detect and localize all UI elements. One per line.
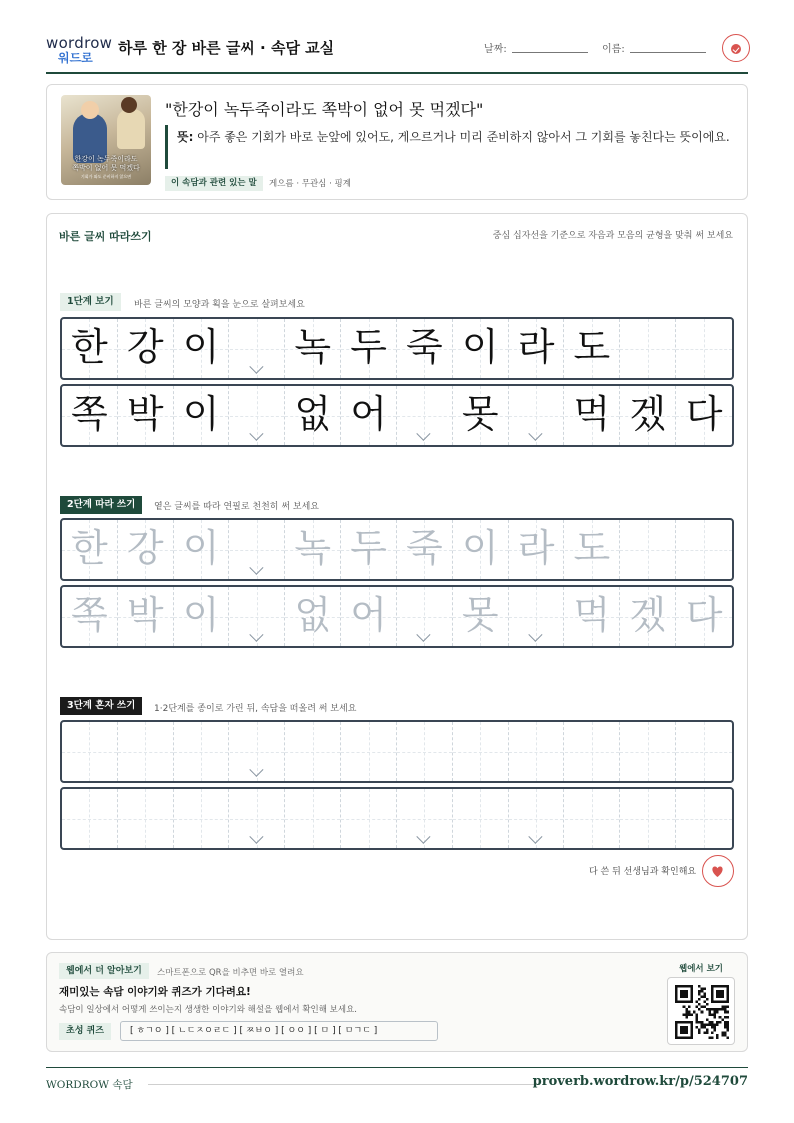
model-character: 두 [350, 325, 387, 369]
footer-url[interactable]: proverb.wordrow.kr/p/524707 [532, 1074, 748, 1089]
space-mark-icon [250, 769, 266, 777]
page-header [46, 28, 748, 74]
writing-cell[interactable] [676, 587, 732, 646]
writing-cell[interactable] [174, 789, 230, 848]
heart-icon [703, 856, 732, 885]
model-character: 박 [126, 392, 164, 436]
footer-rule [148, 1084, 538, 1085]
step1-label: 1단계 보기 [60, 293, 121, 311]
writing-cell[interactable] [62, 722, 118, 781]
trace-character: 두 [350, 526, 387, 570]
writing-cell [397, 319, 453, 378]
illustration-head-boy [81, 101, 99, 119]
writing-cell[interactable] [620, 587, 676, 646]
step3-row-2[interactable] [60, 787, 734, 850]
writing-cell[interactable] [174, 520, 230, 579]
model-character: 없 [294, 392, 332, 436]
logo-korean: 워드로 [58, 51, 93, 65]
qr-code-icon[interactable] [675, 985, 729, 1039]
trace-character: 겠 [629, 593, 667, 637]
space-mark-icon [250, 836, 266, 844]
model-character: 쪽 [71, 392, 108, 436]
proverb-meaning [177, 127, 737, 147]
trace-character: 녹 [294, 526, 332, 570]
step2-row-2[interactable] [60, 585, 734, 648]
name-field[interactable] [630, 52, 706, 53]
writing-cell[interactable] [62, 789, 118, 848]
writing-cell [565, 386, 621, 445]
model-character: 이 [182, 325, 220, 369]
initial-quiz-box: [ ㅎㄱㅇ ] [ ㄴㄷㅈㅇㄹㄷ ] [ ㅉㅂㅇ ] [ ㅇㅇ ] [ ㅁ ] [ ㅁㄱㄷ ] [120, 1021, 438, 1041]
writing-cell[interactable] [285, 789, 341, 848]
writing-cell[interactable] [174, 587, 230, 646]
trace-character: 강 [126, 526, 164, 570]
space-mark-icon [417, 433, 433, 441]
writing-cell [118, 319, 174, 378]
web-heading: 재미있는 속담 이야기와 퀴즈가 기다려요! [59, 986, 251, 998]
model-character: 먹 [573, 392, 611, 436]
praise-stamp-icon [722, 34, 750, 62]
writing-cell[interactable] [230, 520, 286, 579]
space-mark-icon [529, 634, 545, 642]
teacher-heart-stamp-icon [702, 855, 734, 887]
writing-cell[interactable] [230, 722, 286, 781]
teacher-check-text: 다 쓴 뒤 선생님과 확인해요 [589, 867, 697, 877]
writing-cell[interactable] [341, 722, 397, 781]
trace-character: 이 [182, 526, 220, 570]
qr-code-frame[interactable] [667, 977, 735, 1045]
writing-cell [118, 386, 174, 445]
writing-cell[interactable] [453, 722, 509, 781]
writing-cell[interactable] [509, 789, 565, 848]
illustration-caption: 한강이 녹두죽이라도 쪽박이 없어 못 먹겠다 [72, 155, 140, 172]
writing-cell [174, 319, 230, 378]
footer-divider [46, 1067, 748, 1068]
model-character: 녹 [294, 325, 332, 369]
writing-cell [62, 386, 118, 445]
writing-cell [453, 319, 509, 378]
related-words-tags: 게으름 · 무관심 · 핑계 [269, 179, 351, 189]
trace-character: 어 [350, 593, 387, 637]
illustration-figure-mother [117, 109, 145, 149]
step1-row-1 [60, 317, 734, 380]
model-character: 겠 [629, 392, 667, 436]
trace-character: 다 [685, 593, 723, 637]
writing-cell[interactable] [285, 587, 341, 646]
writing-cell [62, 319, 118, 378]
trace-character: 도 [573, 526, 611, 570]
trace-character: 이 [461, 526, 499, 570]
writing-cell[interactable] [565, 587, 621, 646]
writing-cell[interactable] [565, 520, 621, 579]
trace-character: 라 [517, 526, 555, 570]
writing-cell[interactable] [341, 587, 397, 646]
name-label: 이름: [602, 44, 625, 55]
meaning-label: 뜻: [177, 130, 194, 144]
step3-label: 3단계 혼자 쓰기 [60, 697, 142, 715]
writing-cell[interactable] [565, 722, 621, 781]
date-label: 날짜: [484, 44, 507, 55]
logo-wordmark: wordrow [46, 34, 113, 52]
writing-cell[interactable] [397, 722, 453, 781]
web-badge-desc: 스마트폰으로 QR을 비추면 바로 열려요 [157, 968, 304, 978]
model-character: 라 [517, 325, 555, 369]
writing-cell [230, 386, 286, 445]
writing-cell[interactable] [620, 722, 676, 781]
space-mark-icon [250, 366, 266, 374]
writing-cell[interactable] [230, 789, 286, 848]
trace-character: 박 [126, 593, 164, 637]
writing-cell[interactable] [676, 520, 732, 579]
related-words-label: 이 속담과 관련 있는 말 [165, 176, 263, 191]
model-character: 이 [461, 325, 499, 369]
writing-cell[interactable] [62, 587, 118, 646]
trace-character: 이 [182, 593, 220, 637]
writing-cell[interactable] [118, 789, 174, 848]
check-icon [731, 44, 741, 54]
writing-cell [341, 319, 397, 378]
date-field[interactable] [512, 52, 588, 53]
meaning-accent-bar [165, 125, 168, 169]
web-promo-box [46, 952, 748, 1052]
qr-label: 웹에서 보기 [679, 964, 724, 974]
writing-cell[interactable] [509, 587, 565, 646]
writing-cell[interactable] [341, 520, 397, 579]
model-character: 죽 [406, 325, 443, 369]
trace-character: 없 [294, 593, 332, 637]
model-character: 다 [685, 392, 723, 436]
model-character: 한 [71, 325, 108, 369]
step2-row-1[interactable] [60, 518, 734, 581]
writing-cell[interactable] [118, 520, 174, 579]
wordrow-logo [46, 34, 113, 65]
space-mark-icon [417, 634, 433, 642]
writing-cell[interactable] [397, 520, 453, 579]
writing-cell[interactable] [118, 722, 174, 781]
writing-cell [174, 386, 230, 445]
writing-cell [285, 386, 341, 445]
writing-cell [676, 386, 732, 445]
writing-cell [620, 319, 676, 378]
writing-cell [397, 386, 453, 445]
writing-cell[interactable] [453, 587, 509, 646]
writing-cell[interactable] [509, 520, 565, 579]
illustration-subcaption: 기회가 와도 준비하지 않으면 [80, 174, 132, 179]
practice-hint: 중심 십자선을 기준으로 자음과 모음의 균형을 맞춰 써 보세요 [492, 231, 733, 241]
web-description: 속담이 일상에서 어떻게 쓰이는지 생생한 이야기와 해설을 웹에서 확인해 보세요. [59, 1005, 357, 1015]
proverb-text: "한강이 녹두죽이라도 쪽박이 없어 못 먹겠다" [165, 100, 484, 119]
writing-cell[interactable] [285, 722, 341, 781]
writing-cell[interactable] [397, 789, 453, 848]
trace-character: 쪽 [71, 593, 108, 637]
step3-desc: 1·2단계를 종이로 가린 뒤, 속담을 떠올려 써 보세요 [154, 704, 357, 714]
writing-cell [285, 319, 341, 378]
step2-desc: 옅은 글씨를 따라 연필로 천천히 써 보세요 [154, 502, 319, 512]
writing-cell [341, 386, 397, 445]
writing-cell [230, 319, 286, 378]
meaning-text: 아주 좋은 기회가 바로 눈앞에 있어도, 게으르거나 미리 준비하지 않아서 그 기회를 놓친다는 뜻이에요. [193, 130, 730, 144]
writing-cell [620, 386, 676, 445]
proverb-card [46, 84, 748, 200]
practice-title: 바른 글씨 따라쓰기 [59, 230, 152, 243]
writing-cell[interactable] [230, 587, 286, 646]
trace-character: 못 [461, 593, 499, 637]
space-mark-icon [529, 433, 545, 441]
web-badge: 웹에서 더 알아보기 [59, 963, 149, 979]
writing-cell[interactable] [453, 520, 509, 579]
step3-row-1[interactable] [60, 720, 734, 783]
space-mark-icon [250, 433, 266, 441]
step2-label: 2단계 따라 쓰기 [60, 496, 142, 514]
writing-cell[interactable] [620, 520, 676, 579]
model-character: 못 [461, 392, 499, 436]
writing-cell [509, 319, 565, 378]
writing-cell[interactable] [676, 789, 732, 848]
step1-desc: 바른 글씨의 모양과 획을 눈으로 살펴보세요 [134, 300, 305, 310]
writing-cell[interactable] [341, 789, 397, 848]
trace-character: 먹 [573, 593, 611, 637]
writing-cell[interactable] [118, 587, 174, 646]
page-title: 하루 한 장 바른 글씨 · 속담 교실 [118, 39, 335, 57]
space-mark-icon [417, 836, 433, 844]
writing-cell[interactable] [285, 520, 341, 579]
writing-cell [565, 319, 621, 378]
writing-cell[interactable] [620, 789, 676, 848]
model-character: 도 [573, 325, 611, 369]
illustration-head-mother [121, 97, 137, 113]
writing-cell [509, 386, 565, 445]
space-mark-icon [529, 836, 545, 844]
writing-cell[interactable] [62, 520, 118, 579]
writing-cell [676, 319, 732, 378]
writing-cell[interactable] [453, 789, 509, 848]
model-character: 어 [350, 392, 387, 436]
trace-character: 죽 [406, 526, 443, 570]
writing-cell[interactable] [174, 722, 230, 781]
writing-cell[interactable] [397, 587, 453, 646]
step1-row-2 [60, 384, 734, 447]
writing-cell[interactable] [509, 722, 565, 781]
space-mark-icon [250, 567, 266, 575]
footer-brand: WORDROW 속담 [46, 1079, 133, 1091]
proverb-illustration [61, 95, 151, 185]
trace-character: 한 [71, 526, 108, 570]
writing-cell [453, 386, 509, 445]
writing-cell[interactable] [565, 789, 621, 848]
initial-quiz-label: 초성 퀴즈 [59, 1023, 111, 1040]
model-character: 이 [182, 392, 220, 436]
writing-cell[interactable] [676, 722, 732, 781]
space-mark-icon [250, 634, 266, 642]
model-character: 강 [126, 325, 164, 369]
